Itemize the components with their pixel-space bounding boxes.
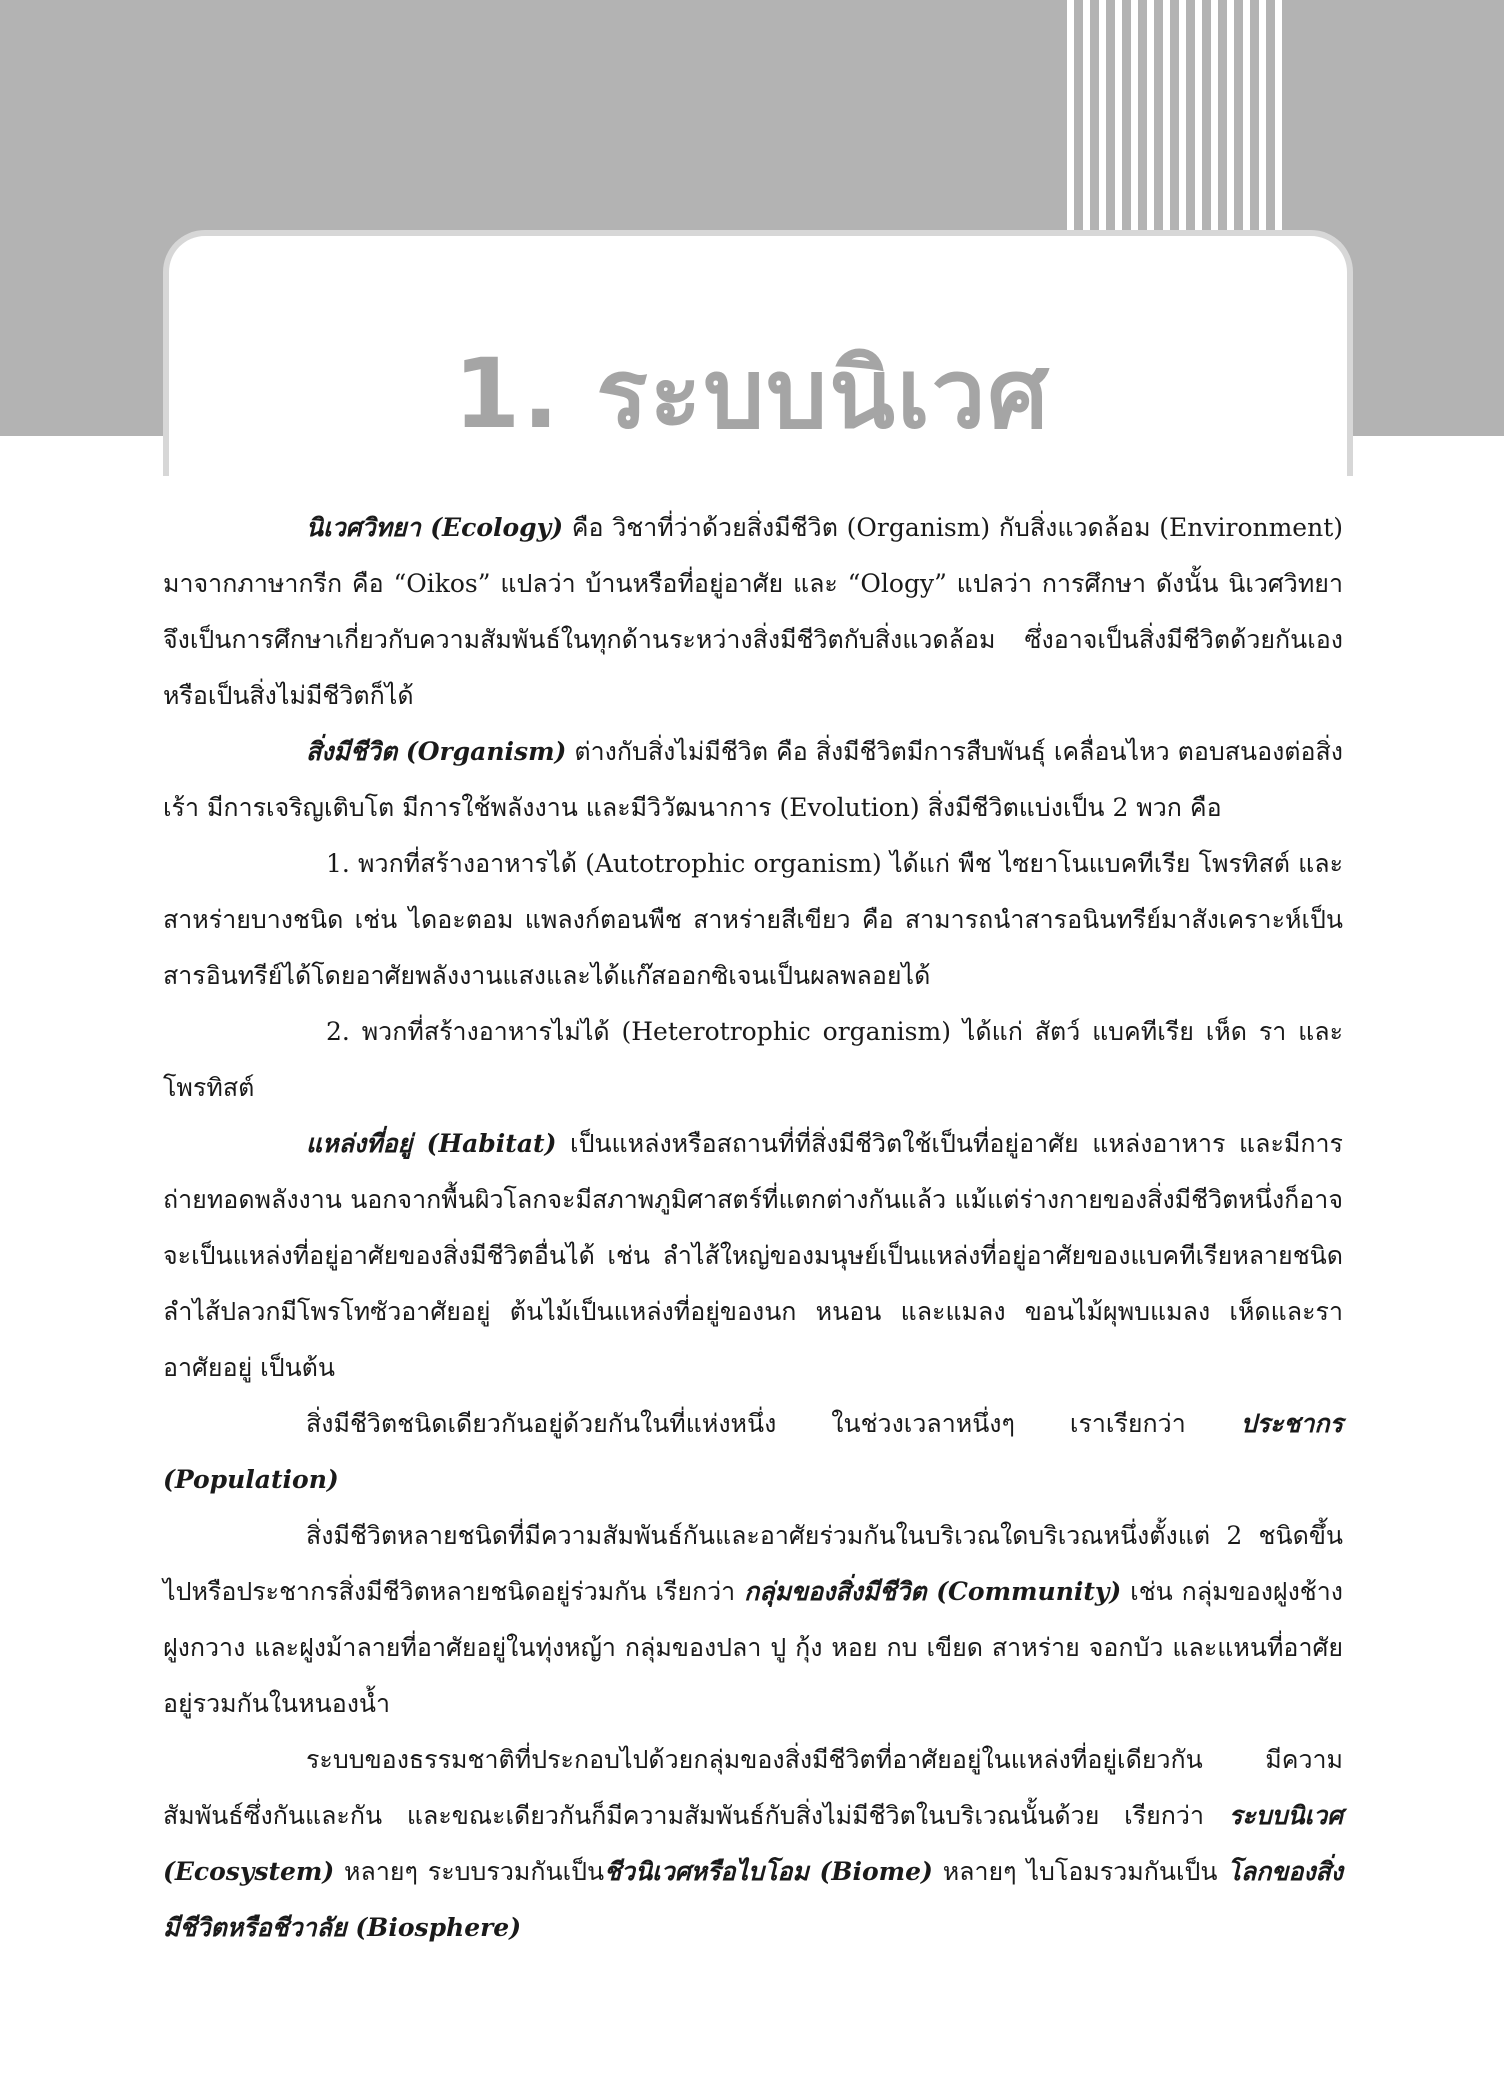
term-community: กลุ่มของสิ่งมีชีวิต (Community) [744,1577,1122,1606]
term-population-english: (Population) [163,1465,339,1494]
decorative-stripes [1058,0,1288,232]
paragraph-ecology-text: คือ วิชาที่ว่าด้วยสิ่งมีชีวิต (Organism) กับสิ่งแวดล้อม (Environment) มาจากภาษากรีก คือ “Oikos” แปลว่า บ้านหรือที่อยู่อาศัย และ “Ology” แปลว่า การศึกษา ดังนั้น นิเวศวิทยาจึงเป็นการศึกษาเกี่ยวกับความสัมพันธ์ในทุกด้านระหว่างสิ่งมีชีวิตกับสิ่งแวดล้อม ซึ่งอาจเป็นสิ่งมีชีวิตด้วยกันเอง หรือเป็นสิ่งไม่มีชีวิตก็ได้ [163,513,1343,710]
term-population-thai: ประชากร [1240,1409,1343,1438]
paragraph-ecosystem-text-c: หลายๆ ไบโอมรวมกันเป็น [932,1857,1228,1886]
paragraph-ecosystem-text-a: ระบบของธรรมชาติที่ประกอบไปด้วยกลุ่มของสิ่งมีชีวิตที่อาศัยอยู่ในแหล่งที่อยู่เดียวกัน มีความสัมพันธ์ซึ่งกันและกัน และขณะเดียวกันก็มีความสัมพันธ์กับสิ่งไม่มีชีวิตในบริเวณนั้นด้วย เรียกว่า [163,1745,1343,1830]
paragraph-organism-text: ต่างกับสิ่งไม่มีชีวิต คือ สิ่งมีชีวิตมีการสืบพันธุ์ เคลื่อนไหว ตอบสนองต่อสิ่งเร้า มีการเจริญเติบโต มีการใช้พลังงาน และมีวิวัฒนาการ (Evolution) สิ่งมีชีวิตแบ่งเป็น 2 พวก คือ [163,737,1344,822]
term-ecology: นิเวศวิทยา (Ecology) [306,513,564,542]
paragraph-habitat-text: เป็นแหล่งหรือสถานที่ที่สิ่งมีชีวิตใช้เป็นที่อยู่อาศัย แหล่งอาหาร และมีการถ่ายทอดพลังงาน นอกจากพื้นผิวโลกจะมีสภาพภูมิศาสตร์ที่แตกต่างกันแล้ว แม้แต่ร่างกายของสิ่งมีชีวิตหนึ่งก็อาจจะเป็นแหล่งที่อยู่อาศัยของสิ่งมีชีวิตอื่นได้ เช่น ลำไส้ใหญ่ของมนุษย์เป็นแหล่งที่อยู่อาศัยของแบคทีเรียหลายชนิด ลำไส้ปลวกมีโพรโทซัวอาศัยอยู่ ต้นไม้เป็นแหล่งที่อยู่ของนก หนอน และแมลง ขอนไม้ผุพบแมลง เห็ดและราอาศัยอยู่ เป็นต้น [163,1129,1343,1382]
term-biosphere: โลกของสิ่งมีชีวิตหรือชีวาลัย (Biosphere) [163,1857,1344,1942]
paragraph-population-text: สิ่งมีชีวิตชนิดเดียวกันอยู่ด้วยกันในที่แห่งหนึ่ง ในช่วงเวลาหนึ่งๆ เราเรียกว่า [306,1409,1241,1438]
list-item-autotrophic: 1. พวกที่สร้างอาหารได้ (Autotrophic organism) ได้แก่ พืช ไซยาโนแบคทีเรีย โพรทิสต์ และสาหร่ายบางชนิด เช่น ไดอะตอม แพลงก์ตอนพืช สาหร่ายสีเขียว คือ สามารถนำสารอนินทรีย์มาสังเคราะห์เป็นสารอินทรีย์ได้โดยอาศัยพลังงานแสงและได้แก๊สออกซิเจนเป็นผลพลอยได้ [163,849,1343,990]
paragraph-ecology [163,500,1343,724]
term-habitat: แหล่งที่อยู่ (Habitat) [306,1129,557,1158]
term-ecosystem: ระบบนิเวศ (Ecosystem) [163,1801,1343,1886]
body-text [163,500,1343,1956]
paragraph-ecosystem [163,1732,1343,1956]
paragraph-organism [163,724,1343,836]
paragraph-population [163,1396,1343,1508]
paragraph-community-text-b: เช่น กลุ่มของฝูงช้าง ฝูงกวาง และฝูงม้าลายที่อาศัยอยู่ในทุ่งหญ้า กลุ่มของปลา ปู กุ้ง หอย กบ เขียด สาหร่าย จอกบัว และแหนที่อาศัยอยู่รวมกันในหนองน้ำ [163,1577,1343,1718]
list-item-heterotrophic: 2. พวกที่สร้างอาหารไม่ได้ (Heterotrophic organism) ได้แก่ สัตว์ แบคทีเรีย เห็ด รา และโพรทิสต์ [163,1017,1343,1102]
paragraph-habitat [163,1116,1343,1396]
paragraph-community-text-a: สิ่งมีชีวิตหลายชนิดที่มีความสัมพันธ์กันและอาศัยร่วมกันในบริเวณใดบริเวณหนึ่งตั้งแต่ 2 ชนิดขึ้นไปหรือประชากรสิ่งมีชีวิตหลายชนิดอยู่ร่วมกัน เรียกว่า [163,1521,1343,1606]
page-title: 1. ระบบนิเวศ [453,338,1051,450]
paragraph-ecosystem-text-b: หลายๆ ระบบรวมกันเป็น [334,1857,605,1886]
paragraph-community [163,1508,1343,1732]
term-organism: สิ่งมีชีวิต (Organism) [306,737,567,766]
term-biome: ชีวนิเวศหรือไบโอม (Biome) [604,1857,933,1886]
